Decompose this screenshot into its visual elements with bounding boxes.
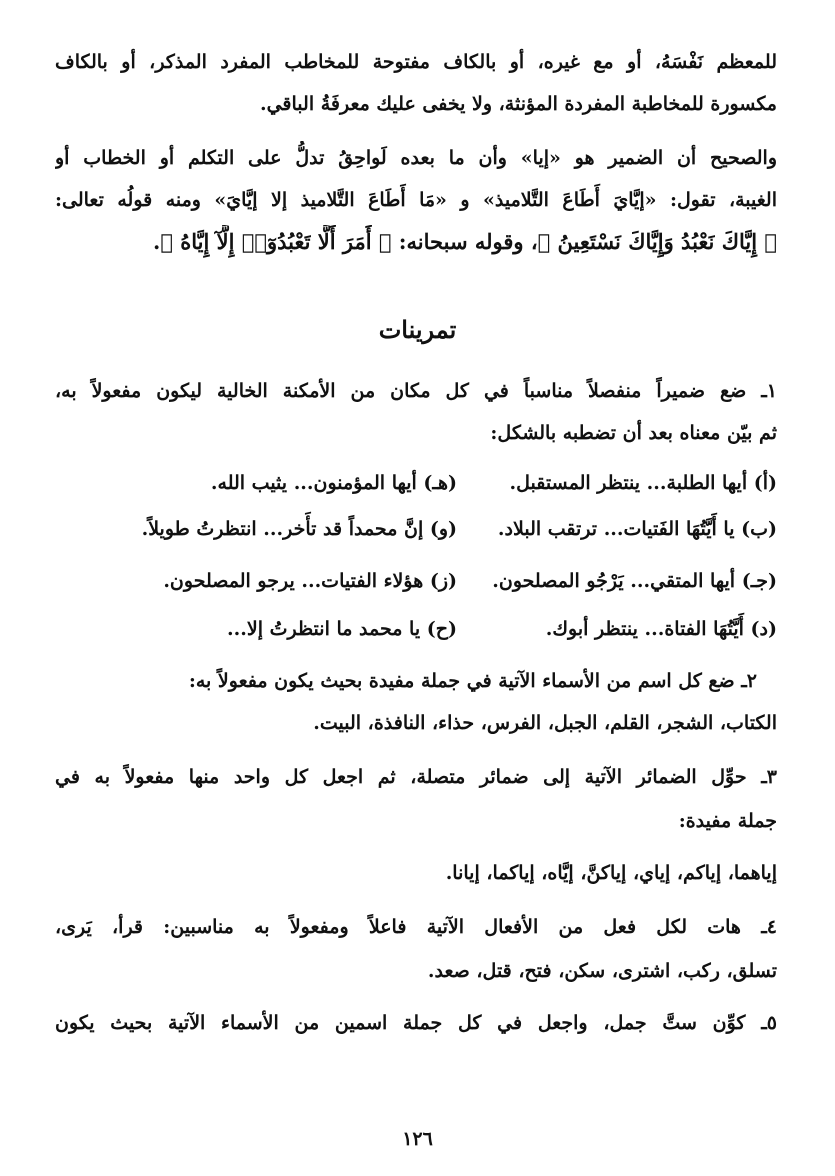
exercise-1-item-a: (أ) أيها الطلبة... ينتظر المستقبل. [509, 472, 777, 494]
exercise-3-line-3: إياهما، إياكم، إياي، إياكنَّ، إيَّاه، إياكما، إيانا. [445, 862, 777, 884]
exercise-4-line-1: ٤ـ هات لكل فعل من الأفعال الآتية فاعلاً ومفعولاً به مناسبين: قرأ، يَرى، [55, 916, 777, 938]
exercise-3-line-1: ٣ـ حوِّل الضمائر الآتية إلى ضمائر متصلة، ثم اجعل كل واحد منها مفعولاً به في [55, 766, 777, 788]
intro-line-2: مكسورة للمخاطبة المفردة المؤنثة، ولا يخفى عليك معرفَةُ الباقي. [259, 93, 777, 115]
exercise-1-item-g: (ز) هؤلاء الفتيات... يرجو المصلحون. [163, 570, 457, 592]
exercise-1-row [55, 564, 777, 598]
intro-line-3: والصحيح أن الضمير هو «إيا» وأن ما بعده لَواحِقُ تدلُّ على التكلم أو الخطاب أو [55, 147, 777, 169]
exercise-3-line-2: جملة مفيدة: [678, 810, 777, 832]
intro-line-4: الغيبة، تقول: «إيَّايَ أَطَاعَ التَّلاميذ» و «مَا أَطَاعَ التَّلاميذ إلا إيَّايَ» ومنه قولُه تعالى: [55, 189, 777, 211]
exercise-1-item-b: (ب) يا أَيَّتُهَا الفَتيات... ترتقب البلاد. [497, 518, 777, 540]
exercise-1-item-e: (هـ) أيها المؤمنون... يثيب الله. [210, 472, 457, 494]
exercise-1-item-h: (ح) يا محمد ما انتظرتُ إلا... [227, 618, 457, 640]
exercise-2-line-1: ٢ـ ضع كل اسم من الأسماء الآتية في جملة مفيدة بحيث يكون مفعولاً به: [188, 670, 757, 692]
intro-line-1: للمعظم نَفْسَهُ، أو مع غيره، أو بالكاف مفتوحة للمخاطب المفرد المذكر، أو بالكاف [55, 51, 777, 73]
exercise-1-item-d: (د) أَيَّتُهَا الفتاة... ينتظر أبوك. [545, 618, 777, 640]
exercise-1-line-2: ثم بيّن معناه بعد أن تضطبه بالشكل: [490, 422, 777, 444]
exercise-1-row [55, 612, 777, 646]
exercise-1-line-1: ١ـ ضع ضميراً منفصلاً مناسباً في كل مكان من الأمكنة الخالية ليكون مفعولاً به، [55, 380, 777, 402]
intro-line-5-quran: ﴿ إِيَّاكَ نَعْبُدُ وَإِيَّاكَ نَسْتَعِينُ ﴾، وقوله سبحانه: ﴿ أَمَرَ أَلَّا تَعْبُدُوٓا۟ إِلَّآ إِيَّاهُ ﴾. [153, 229, 777, 254]
exercise-2-line-2: الكتاب، الشجر، القلم، الجبل، الفرس، حذاء، النافذة، البيت. [313, 712, 777, 734]
page-number: ١٢٦ [402, 1128, 433, 1150]
exercise-1-row [55, 512, 777, 546]
exercises-heading: تمرينات [378, 315, 457, 344]
exercise-1-item-f: (و) إنَّ محمداً قد تأَخر... انتظرتُ طويلاً. [141, 518, 457, 540]
exercise-5-line-1: ٥ـ كوِّن ستَّ جمل، واجعل في كل جملة اسمين من الأسماء الآتية بحيث يكون [55, 1012, 777, 1034]
exercise-1-item-c: (جـ) أيها المتقي... يَرْجُو المصلحون. [492, 570, 777, 592]
exercise-1-row [55, 466, 777, 500]
exercise-4-line-2: تسلق، ركب، اشترى، سكن، فتح، قتل، صعد. [427, 960, 777, 982]
